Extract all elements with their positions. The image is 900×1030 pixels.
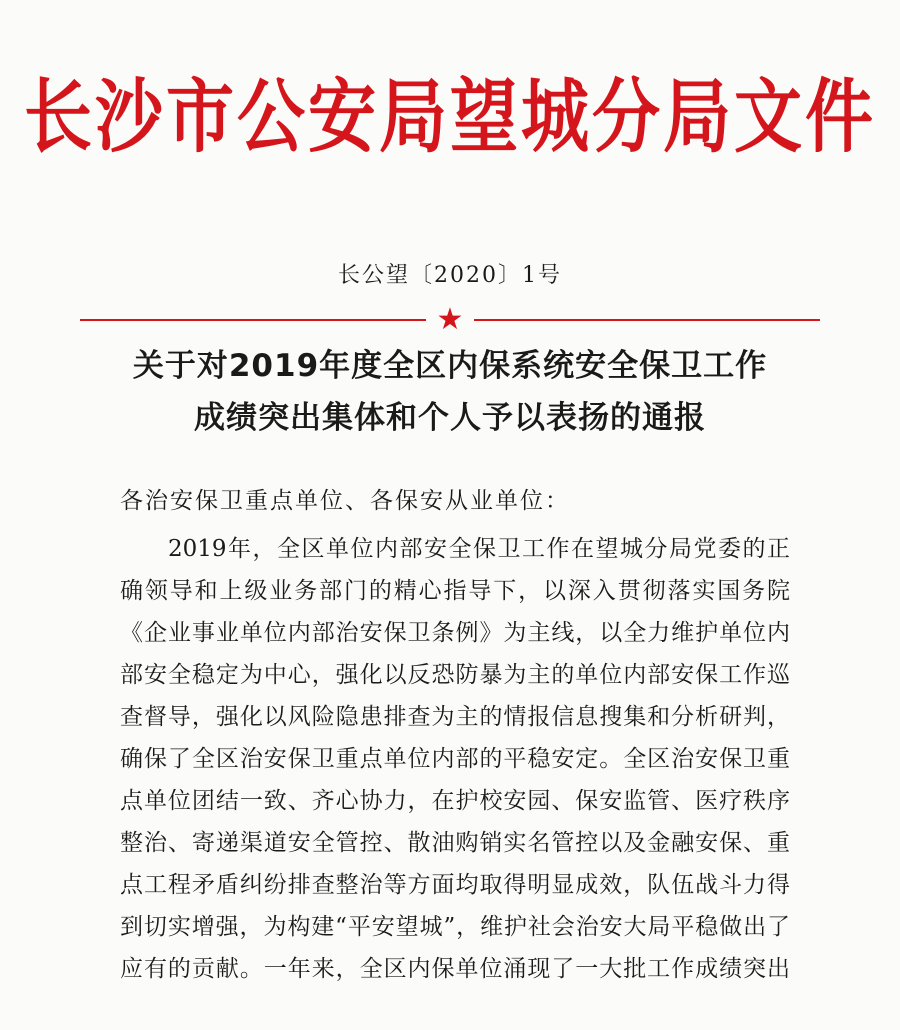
body-text bbox=[120, 528, 790, 990]
document-title-line-2: 成绩突出集体和个人予以表扬的通报 bbox=[194, 400, 706, 436]
body-line: 确保了全区治安保卫重点单位内部的平稳安定。全区治安保卫重 bbox=[120, 746, 790, 772]
separator-line-left bbox=[80, 319, 426, 321]
document-header-title: 长沙市公安局望城分局文件 bbox=[23, 71, 876, 165]
body-line: 2019年，全区单位内部安全保卫工作在望城分局党委的正 bbox=[168, 536, 790, 562]
document-title-line-1: 关于对2019年度全区内保系统安全保卫工作 bbox=[132, 348, 768, 384]
separator-line-right bbox=[474, 319, 820, 321]
body-line: 到切实增强，为构建“平安望城”，维护社会治安大局平稳做出了 bbox=[120, 914, 790, 940]
body-line: 点工程矛盾纠纷排查整治等方面均取得明显成效，队伍战斗力得 bbox=[120, 872, 790, 898]
body-line: 整治、寄递渠道安全管控、散油购销实名管控以及金融安保、重 bbox=[120, 830, 790, 856]
body-line: 查督导，强化以风险隐患排查为主的情报信息搜集和分析研判， bbox=[120, 704, 790, 730]
red-star-icon: ★ bbox=[436, 302, 464, 337]
body-line: 确领导和上级业务部门的精心指导下，以深入贯彻落实国务院 bbox=[120, 578, 790, 604]
body-line: 《企业事业单位内部治安保卫条例》为主线，以全力维护单位内 bbox=[120, 620, 790, 646]
body-line: 部安全稳定为中心，强化以反恐防暴为主的单位内部安保工作巡 bbox=[120, 662, 790, 688]
document-number: 长公望〔2020〕1号 bbox=[338, 263, 562, 288]
body-line: 应有的贡献。一年来，全区内保单位涌现了一大批工作成绩突出 bbox=[120, 956, 790, 982]
body-line: 点单位团结一致、齐心协力，在护校安园、保安监管、医疗秩序 bbox=[120, 788, 790, 814]
red-separator bbox=[80, 302, 820, 337]
salutation: 各治安保卫重点单位、各保安从业单位： bbox=[120, 488, 570, 514]
